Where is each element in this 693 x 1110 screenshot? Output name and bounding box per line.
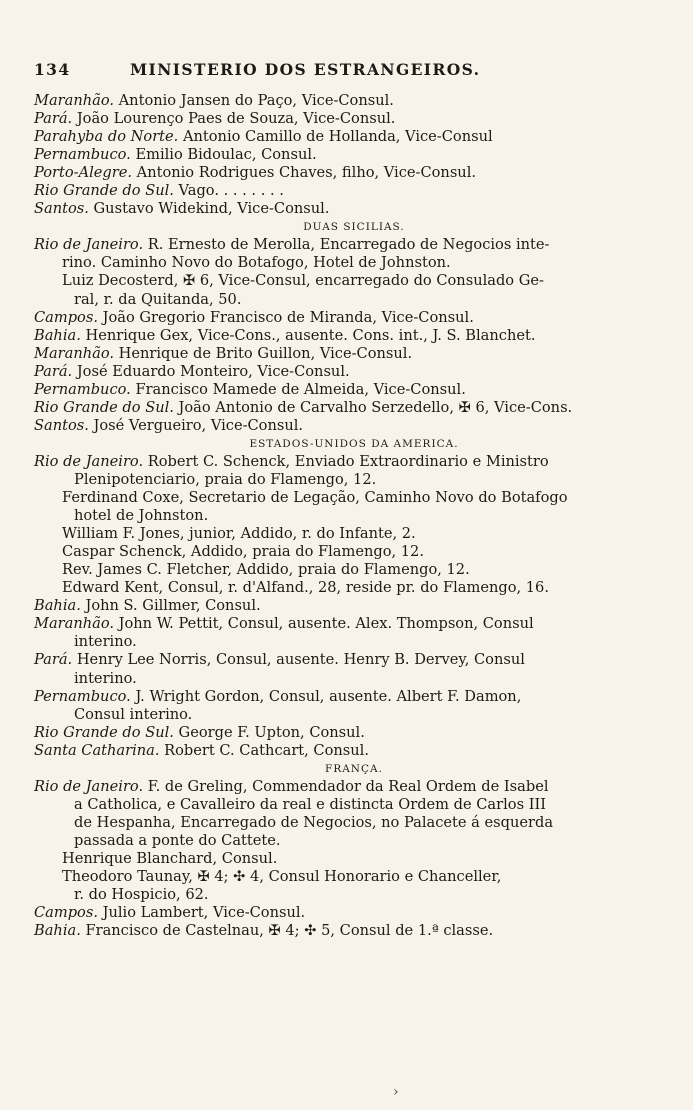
place-name: Pernambuco.: [34, 687, 131, 705]
place-name: Maranhão.: [34, 344, 114, 362]
section-heading: ESTADOS-UNIDOS DA AMERICA.: [249, 437, 459, 450]
place-name: Pará.: [34, 110, 73, 128]
entry-line: [34, 381, 674, 399]
entry-text: F. de Greling, Commendador da Real Ordem de Isabel: [143, 777, 549, 795]
entry-text: William F. Jones, junior, Addido, r. do Infante, 2.: [62, 525, 416, 543]
entry-continuation: [34, 886, 674, 904]
entry-line: [34, 597, 674, 615]
entry-text: interino.: [74, 669, 137, 687]
entry-text: r. do Hospicio, 62.: [74, 886, 209, 904]
section-heading: DUAS SICILIAS.: [303, 221, 405, 234]
section-heading: FRANÇA.: [325, 762, 383, 775]
running-header: [34, 60, 674, 79]
page-title: MINISTERIO DOS ESTRANGEIROS.: [130, 60, 481, 79]
entry-text: John W. Pettit, Consul, ausente. Alex. Thompson, Consul: [114, 615, 534, 633]
place-name: Pará.: [34, 651, 73, 669]
entry-text: Robert C. Cathcart, Consul.: [159, 741, 369, 759]
entry-text: Francisco de Castelnau, ✠ 4; ✣ 5, Consul de 1.ª classe.: [80, 922, 494, 940]
entry-text: J. Wright Gordon, Consul, ausente. Albert F. Damon,: [130, 687, 522, 705]
entry-line: [34, 92, 674, 110]
entry-continuation: [34, 814, 674, 832]
entry-continuation: [34, 633, 674, 651]
entry-text: Caspar Schenck, Addido, praia do Flamengo, 12.: [62, 543, 424, 561]
place-name: Rio Grande do Sul.: [34, 723, 174, 741]
entry-line: [34, 651, 674, 669]
entry-text: a Catholica, e Cavalleiro da real e distincta Ordem de Carlos III: [74, 795, 546, 813]
entry-line: [34, 778, 674, 796]
entry-continuation: [34, 489, 674, 507]
entry-continuation: [34, 868, 674, 886]
place-name: Parahyba do Norte.: [34, 128, 179, 146]
entry-continuation: [34, 561, 674, 579]
entry-text: Ferdinand Coxe, Secretario de Legação, Caminho Novo do Botafogo: [62, 489, 568, 507]
entry-text: rino. Caminho Novo do Botafogo, Hotel de Johnston.: [62, 254, 451, 272]
place-name: Santa Catharina.: [34, 741, 160, 759]
entry-text: ral, r. da Quitanda, 50.: [74, 290, 242, 308]
entry-line: [34, 182, 674, 200]
entry-text: Antonio Rodrigues Chaves, filho, Vice-Consul.: [132, 164, 477, 182]
entry-continuation: [34, 543, 674, 561]
entry-line: [34, 200, 674, 218]
entry-text: Vago. . . . . . . .: [173, 182, 284, 200]
entry-line: [34, 309, 674, 327]
page-number: 134: [34, 60, 71, 79]
printer-mark: ›: [393, 1084, 399, 1100]
place-name: Pernambuco.: [34, 380, 131, 398]
place-name: Pará.: [34, 362, 73, 380]
entry-text: Consul interino.: [74, 705, 193, 723]
place-name: Rio de Janeiro.: [34, 452, 144, 470]
entry-text: João Gregorio Francisco de Miranda, Vice-Consul.: [97, 308, 474, 326]
place-name: Pernambuco.: [34, 146, 131, 164]
entry-line: [34, 688, 674, 706]
place-name: Campos.: [34, 904, 98, 922]
place-name: Rio Grande do Sul.: [34, 398, 174, 416]
entry-text: Henry Lee Norris, Consul, ausente. Henry B. Dervey, Consul: [72, 651, 525, 669]
entry-text: Luiz Decosterd, ✠ 6, Vice-Consul, encarregado do Consulado Ge-: [62, 272, 544, 290]
entry-text: Antonio Camillo de Hollanda, Vice-Consul: [178, 128, 493, 146]
entry-continuation: [34, 579, 674, 597]
entry-line: [34, 363, 674, 381]
entry-line: [34, 904, 674, 922]
entry-text: Henrique Blanchard, Consul.: [62, 849, 278, 867]
place-name: Maranhão.: [34, 615, 114, 633]
entry-text: Antonio Jansen do Paço, Vice-Consul.: [114, 92, 394, 109]
place-name: Maranhão.: [34, 92, 114, 109]
entry-text: de Hespanha, Encarregado de Negocios, no Palacete á esquerda: [74, 813, 554, 831]
entry-line: [34, 399, 674, 417]
entry-text: hotel de Johnston.: [74, 507, 209, 525]
entry-continuation: [34, 670, 674, 688]
entry-continuation: [34, 507, 674, 525]
entry-line: [34, 327, 674, 345]
place-name: Santos.: [34, 200, 89, 218]
entry-text: Theodoro Taunay, ✠ 4; ✣ 4, Consul Honorario e Chanceller,: [62, 868, 502, 886]
entry-text: Gustavo Widekind, Vice-Consul.: [88, 200, 330, 218]
directory-listing: [34, 92, 674, 940]
entry-line: [34, 453, 674, 471]
place-name: Porto-Alegre.: [34, 164, 133, 182]
entry-text: Emilio Bidoulac, Consul.: [130, 146, 317, 164]
place-name: Rio de Janeiro.: [34, 777, 144, 795]
place-name: Bahia.: [34, 326, 81, 344]
entry-line: [34, 110, 674, 128]
entry-line: [34, 615, 674, 633]
entry-line: [34, 922, 674, 940]
place-name: Bahia.: [34, 597, 81, 615]
entry-text: George F. Upton, Consul.: [173, 723, 365, 741]
entry-text: Plenipotenciario, praia do Flamengo, 12.: [74, 470, 377, 488]
entry-line: [34, 146, 674, 164]
entry-text: interino.: [74, 633, 137, 651]
entry-text: Julio Lambert, Vice-Consul.: [97, 904, 306, 922]
entry-text: José Eduardo Monteiro, Vice-Consul.: [72, 362, 350, 380]
place-name: Rio Grande do Sul.: [34, 182, 174, 200]
entry-text: Henrique de Brito Guillon, Vice-Consul.: [114, 344, 413, 362]
entry-line: [34, 742, 674, 760]
place-name: Santos.: [34, 416, 89, 434]
entry-continuation: [34, 706, 674, 724]
entry-text: Robert C. Schenck, Enviado Extraordinario e Ministro: [143, 452, 549, 470]
entry-text: Edward Kent, Consul, r. d'Alfand., 28, reside pr. do Flamengo, 16.: [62, 579, 549, 597]
entry-text: passada a ponte do Cattete.: [74, 831, 281, 849]
entry-line: [34, 164, 674, 182]
place-name: Campos.: [34, 308, 98, 326]
entry-continuation: [34, 291, 674, 309]
entry-line: [34, 417, 674, 435]
entry-line: [34, 128, 674, 146]
entry-text: R. Ernesto de Merolla, Encarregado de Negocios inte-: [143, 236, 550, 254]
entry-text: John S. Gillmer, Consul.: [80, 597, 261, 615]
entry-continuation: [34, 850, 674, 868]
entry-continuation: [34, 832, 674, 850]
entry-line: [34, 236, 674, 254]
entry-continuation: [34, 471, 674, 489]
place-name: Rio de Janeiro.: [34, 236, 144, 254]
entry-text: José Vergueiro, Vice-Consul.: [88, 416, 304, 434]
entry-text: Francisco Mamede de Almeida, Vice-Consul.: [130, 380, 466, 398]
entry-text: Henrique Gex, Vice-Cons., ausente. Cons. int., J. S. Blanchet.: [80, 326, 536, 344]
entry-continuation: [34, 525, 674, 543]
entry-continuation: [34, 796, 674, 814]
entry-continuation: [34, 254, 674, 272]
entry-line: [34, 345, 674, 363]
entry-line: [34, 724, 674, 742]
entry-text: João Lourenço Paes de Souza, Vice-Consul.: [72, 110, 396, 128]
entry-text: João Antonio de Carvalho Serzedello, ✠ 6, Vice-Cons.: [173, 398, 573, 416]
entry-text: Rev. James C. Fletcher, Addido, praia do Flamengo, 12.: [62, 561, 470, 579]
place-name: Bahia.: [34, 922, 81, 940]
entry-continuation: [34, 272, 674, 290]
